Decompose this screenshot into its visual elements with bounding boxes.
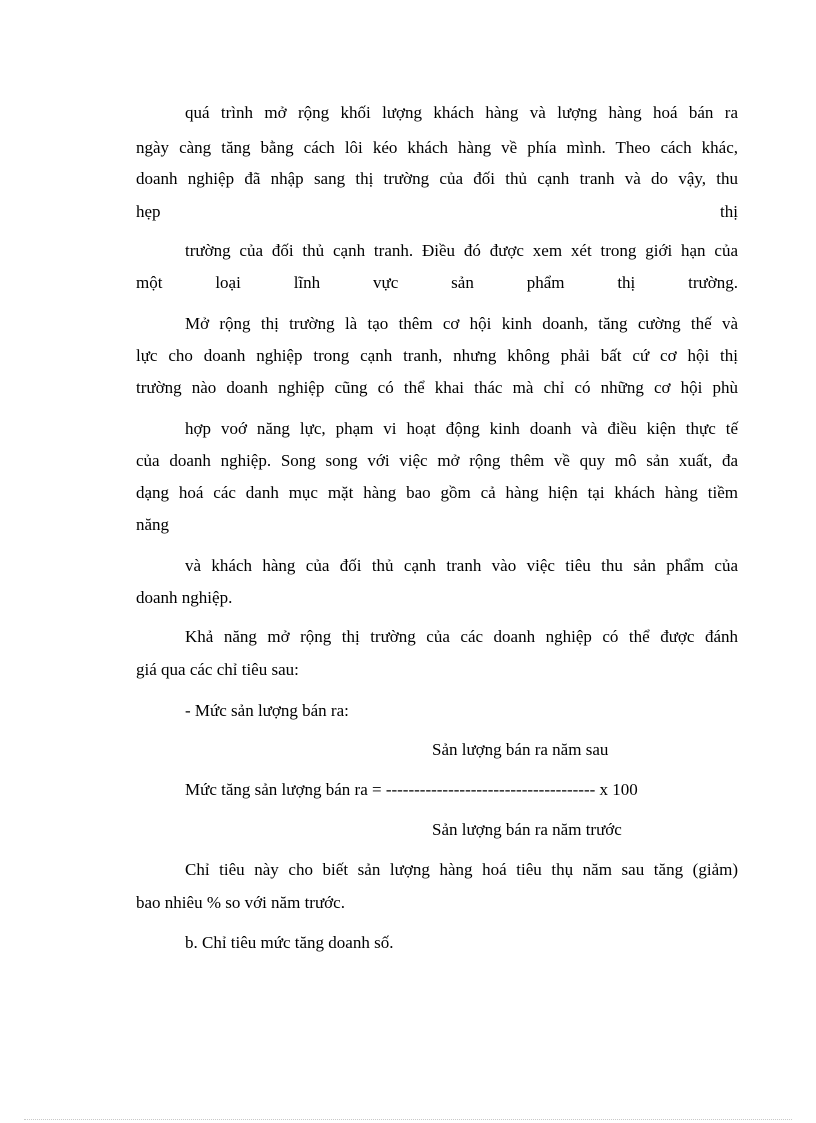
list-item: - Mức sản lượng bán ra:: [185, 701, 349, 720]
formula-denominator: Sản lượng bán ra năm trước: [432, 820, 622, 839]
paragraph-line: năng: [136, 515, 170, 534]
paragraph-line: một loại lĩnh vực sản phẩm thị trường.: [136, 273, 738, 292]
page-footer-divider: [24, 1119, 792, 1120]
paragraph-line: và khách hàng của đối thủ cạnh tranh vào việc tiêu thu sản phẩm của: [185, 556, 738, 575]
paragraph-line: hẹp thị: [136, 202, 738, 221]
formula-numerator: Sản lượng bán ra năm sau: [432, 740, 609, 759]
paragraph-line: bao nhiêu % so với năm trước.: [136, 893, 345, 912]
paragraph-line: doanh nghiệp.: [136, 588, 233, 607]
formula-expression: Mức tăng sản lượng bán ra = ------------------------------------- x 100: [185, 780, 638, 799]
paragraph-line: lực cho doanh nghiệp trong cạnh tranh, nhưng không phải bất cứ cơ hội thị: [136, 346, 738, 365]
paragraph-line: trường của đối thủ cạnh tranh. Điều đó được xem xét trong giới hạn của: [185, 241, 738, 260]
paragraph-line: dạng hoá các danh mục mặt hàng bao gồm cả hàng hiện tại khách hàng tiềm: [136, 483, 738, 502]
paragraph-line: Mở rộng thị trường là tạo thêm cơ hội kinh doanh, tăng cường thế và: [185, 314, 738, 333]
section-heading: b. Chỉ tiêu mức tăng doanh số.: [185, 933, 394, 952]
paragraph-line: giá qua các chỉ tiêu sau:: [136, 660, 299, 679]
paragraph-line: hợp voớ năng lực, phạm vi hoạt động kinh doanh và điều kiện thực tế: [185, 419, 738, 438]
paragraph-line: trường nào doanh nghiệp cũng có thể khai thác mà chỉ có những cơ hội phù: [136, 378, 738, 397]
paragraph-line: Chỉ tiêu này cho biết sản lượng hàng hoá tiêu thụ năm sau tăng (giảm): [185, 860, 738, 879]
paragraph-line: quá trình mở rộng khối lượng khách hàng và lượng hàng hoá bán ra: [185, 103, 738, 122]
paragraph-line: của doanh nghiệp. Song song với việc mở rộng thêm về quy mô sản xuất, đa: [136, 451, 738, 470]
paragraph-line: ngày càng tăng bằng cách lôi kéo khách hàng về phía mình. Theo cách khác,: [136, 138, 738, 157]
paragraph-line: Khả năng mở rộng thị trường của các doanh nghiệp có thể được đánh: [185, 627, 738, 646]
paragraph-line: doanh nghiệp đã nhập sang thị trường của đối thủ cạnh tranh và do vậy, thu: [136, 169, 738, 188]
